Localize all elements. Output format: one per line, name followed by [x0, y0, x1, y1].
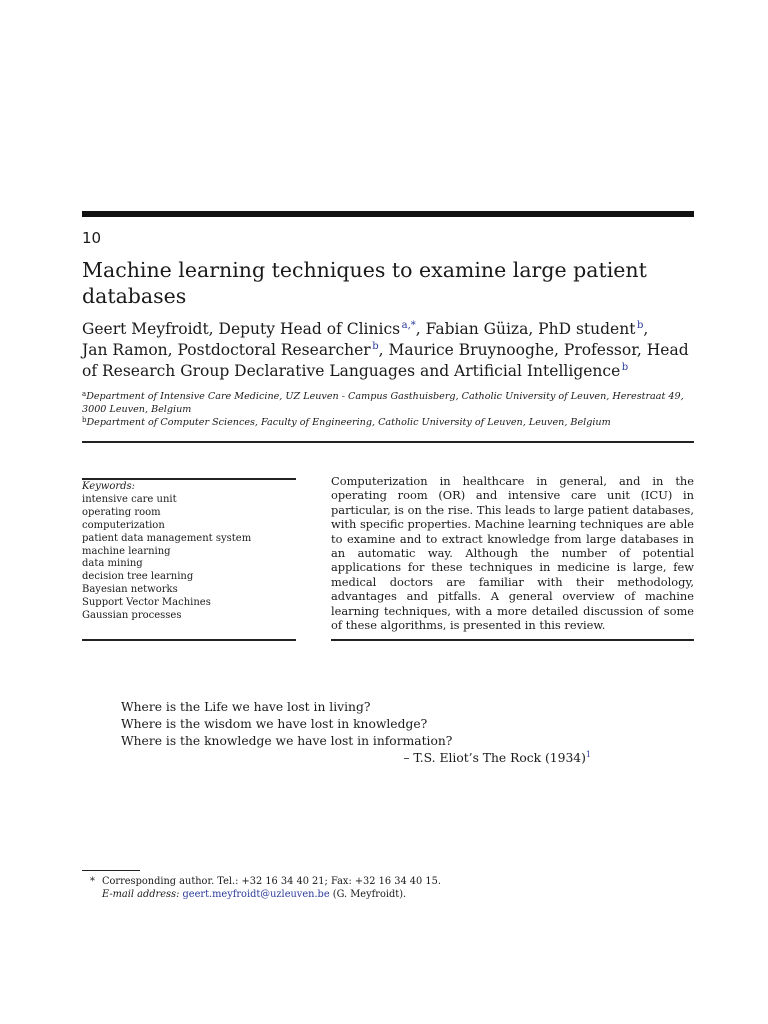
keywords-rule-top [82, 478, 296, 480]
keywords-heading: Keywords: [82, 481, 136, 492]
keyword-item: operating room [82, 506, 161, 518]
affiliation-item [82, 416, 694, 429]
footnote-rule [82, 870, 140, 871]
author-separator: , [643, 320, 649, 338]
chapter-number: 10 [82, 229, 102, 247]
article-title: Machine learning techniques to examine large patient databases [82, 258, 647, 308]
keyword-item: patient data management system [82, 532, 252, 544]
affiliation-list [82, 390, 694, 429]
affiliation-item [82, 390, 694, 416]
epigraph-attribution-text: – T.S. Eliot’s The Rock (1934) [403, 751, 586, 765]
author-name: Geert Meyfroidt, Deputy Head of Clinics [82, 320, 401, 338]
author-affiliation-mark[interactable]: b [621, 362, 629, 373]
author-separator: , [415, 320, 426, 338]
reference-mark[interactable]: 1 [585, 750, 591, 759]
author-affiliation-mark[interactable]: b [636, 320, 644, 331]
footnote-email-line [90, 888, 690, 901]
author-name: Fabian Güiza, PhD student [425, 320, 636, 338]
keyword-item: Gaussian processes [82, 610, 182, 622]
footnote-corresponding [90, 875, 690, 888]
affiliation-mark: a [82, 390, 87, 398]
section-divider [82, 441, 694, 443]
epigraph-line: Where is the knowledge we have lost in information? [121, 734, 453, 748]
footnote [90, 875, 690, 902]
abstract-rule-bottom [331, 639, 694, 641]
email-suffix: (G. Meyfroidt). [332, 889, 407, 901]
affiliation-text: Department of Computer Sciences, Faculty of Engineering, Catholic University of Leuven, Leuven, Belgium [86, 417, 611, 428]
author-name: Jan Ramon, Postdoctoral Researcher [82, 341, 371, 359]
email-label: E-mail address: [102, 889, 180, 901]
keyword-item: computerization [82, 519, 165, 531]
footnote-contact: Corresponding author. Tel.: +32 16 34 40 21; Fax: +32 16 34 40 15. [102, 876, 441, 887]
author-list [82, 319, 694, 382]
keyword-item: decision tree learning [82, 571, 194, 583]
keywords-rule-bottom [82, 639, 296, 641]
keyword-item: Bayesian networks [82, 584, 178, 596]
keyword-item: data mining [82, 558, 143, 570]
keyword-item: Support Vector Machines [82, 597, 211, 609]
abstract-text: Computerization in healthcare in general, and in the operating room (OR) and intensive care unit (ICU) in particular, is on the rise. This leads to large patient databases, with specific properties. Machine learning techniques are able to examine and to extract knowledge from large databases in an automatic way. Although the number of potential applications for these techniques in medicine is large, few medical doctors are familiar with their methodology, advantages and pitfalls. A general overview of machine learning techniques, with a more detailed discussion of some of these algorithms, is presented in this review. [331, 474, 694, 633]
epigraph-line: Where is the Life we have lost in living? [121, 700, 371, 714]
email-link[interactable]: geert.meyfroidt@uzleuven.be [182, 889, 330, 901]
keyword-item: intensive care unit [82, 493, 177, 505]
top-rule [82, 211, 694, 217]
author-affiliation-mark[interactable]: b [372, 341, 379, 352]
author-separator: , [378, 341, 389, 359]
epigraph-attribution [121, 750, 591, 767]
keywords-box [82, 481, 296, 623]
author-affiliation-mark[interactable]: a,* [401, 320, 416, 331]
affiliation-mark: b [82, 416, 87, 424]
footnote-mark: * [90, 876, 95, 887]
epigraph [121, 699, 591, 767]
affiliation-text: Department of Intensive Care Medicine, UZ Leuven - Campus Gasthuisberg, Catholic University of Leuven, Herestraat 49, 3000 Leuven, Belgium [82, 391, 684, 415]
keyword-item: machine learning [82, 545, 171, 557]
epigraph-line: Where is the wisdom we have lost in knowledge? [121, 717, 428, 731]
author-name: Maurice Bruynooghe, Professor, Head of Research Group Declarative Languages and Artificial Intelligence [82, 341, 689, 380]
